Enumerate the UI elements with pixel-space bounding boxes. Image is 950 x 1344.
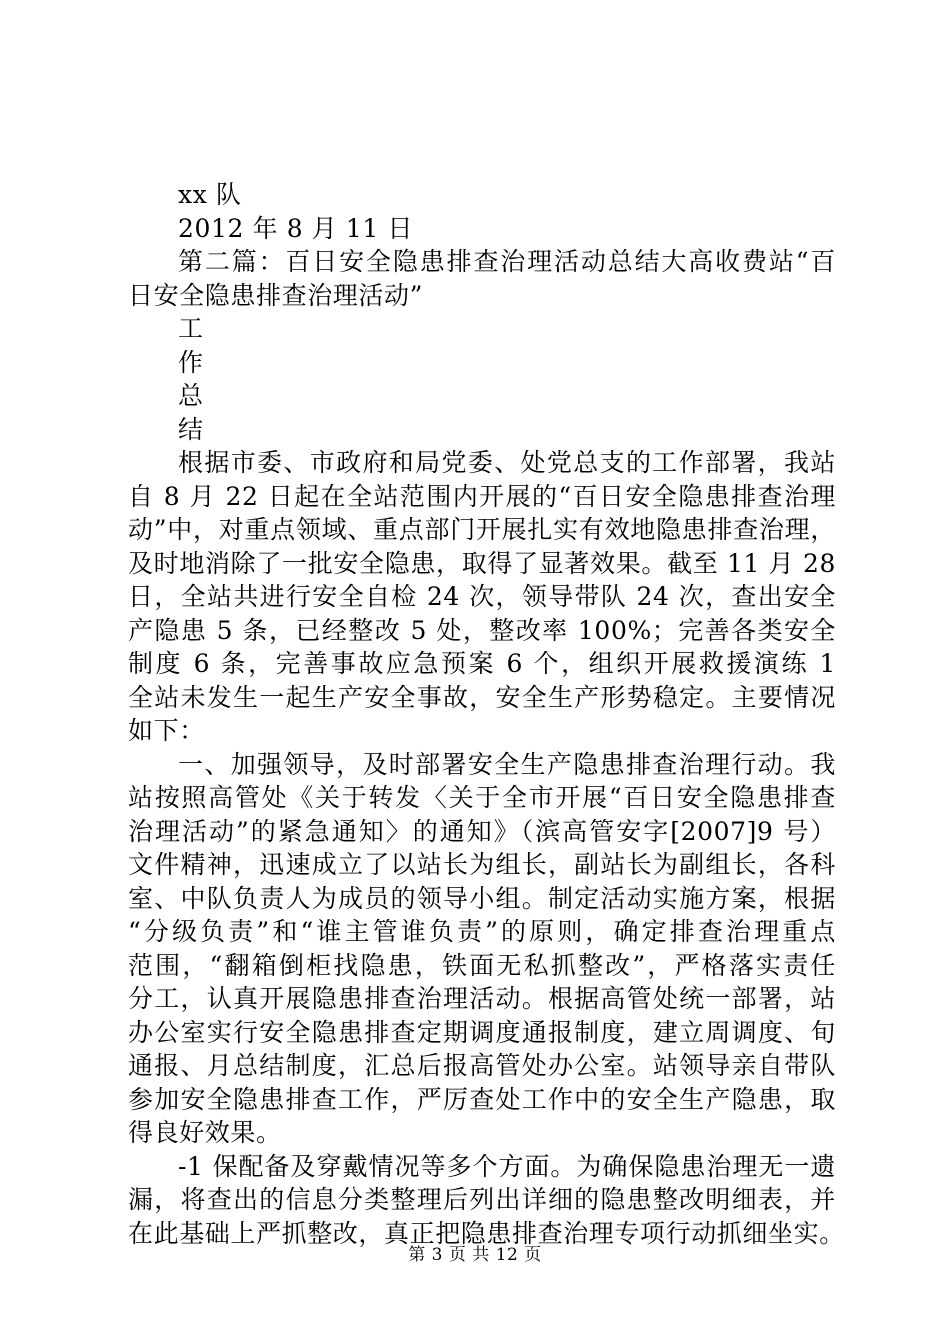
vertical-word: 工 — [178, 314, 204, 343]
paragraph-line: 日，全站共进行安全自检 24 次，领导带队 24 次，查出安全 — [128, 582, 836, 611]
paragraph-line: 及时地消除了一批安全隐患，取得了显著效果。截至 11 月 28 — [128, 548, 836, 578]
paragraph-line: 如下： — [128, 716, 205, 745]
paragraph-line: 文件精神，迅速成立了以站长为组长，副站长为副组长，各科 — [128, 850, 836, 879]
vertical-word: 总 — [178, 381, 204, 410]
paragraph-line: 治理活动”的紧急通知〉的通知》（滨高管安字[2007]9 号） — [128, 816, 836, 846]
paragraph-line: 产隐患 5 条，已经整改 5 处，整改率 100%；完善各类安全 — [128, 615, 836, 645]
vertical-word: 结 — [178, 414, 204, 444]
paragraph-line: 动”中，对重点领域、重点部门开展扎实有效地隐患排查治理， — [128, 515, 836, 544]
paragraph-line: 站按照高管处《关于转发〈关于全市开展“百日安全隐患排查 — [128, 783, 836, 812]
paragraph-line: -1 保配备及穿戴情况等多个方面。为确保隐患治理无一遗 — [178, 1151, 836, 1181]
document-body — [128, 178, 845, 1250]
paragraph-line: 全站未发生一起生产安全事故，安全生产形势稳定。主要情况 — [128, 682, 836, 712]
paragraph-line: 在此基础上严抓整改，真正把隐患排查治理专项行动抓细坐实。 — [128, 1218, 845, 1248]
header-date: 2012 年 8 月 11 日 — [178, 213, 414, 243]
paragraph-line: 制度 6 条，完善事故应急预案 6 个，组织开展救援演练 1 — [128, 649, 836, 678]
paragraph-line: 漏，将查出的信息分类整理后列出详细的隐患整改明细表，并 — [128, 1185, 836, 1214]
paragraph-line: 得良好效果。 — [128, 1118, 282, 1147]
paragraph-line: 分工，认真开展隐患排查治理活动。根据高管处统一部署，站 — [128, 984, 836, 1013]
page-footer: 第 3 页 共 12 页 — [408, 1245, 542, 1265]
paragraph-line: 参加安全隐患排查工作，严厉查处工作中的安全生产隐患，取 — [128, 1084, 836, 1114]
title-line-2: 日安全隐患排查治理活动” — [128, 280, 423, 310]
paragraph-line: 通报、月总结制度，汇总后报高管处办公室。站领导亲自带队 — [128, 1051, 836, 1080]
vertical-word: 作 — [178, 347, 204, 377]
title-line-1: 第二篇：百日安全隐患排查治理活动总结大高收费站“百 — [178, 247, 836, 276]
paragraph-line: 范围，“翻箱倒柜找隐患，铁面无私抓整改”，严格落实责任 — [128, 950, 836, 980]
paragraph-line: 一、加强领导，及时部署安全生产隐患排查治理行动。我 — [178, 749, 836, 779]
paragraph-line: 自 8 月 22 日起在全站范围内开展的“百日安全隐患排查治理 — [128, 481, 836, 511]
paragraph-line: 办公室实行安全隐患排查定期调度通报制度，建立周调度、旬 — [128, 1017, 836, 1047]
paragraph-line: 室、中队负责人为成员的领导小组。制定活动实施方案，根据 — [128, 883, 836, 913]
header-team: xx 队 — [178, 180, 242, 209]
paragraph-line: “分级负责”和“谁主管谁负责”的原则，确定排查治理重点 — [128, 917, 836, 946]
paragraph-line: 根据市委、市政府和局党委、处党总支的工作部署，我站 — [178, 448, 836, 477]
